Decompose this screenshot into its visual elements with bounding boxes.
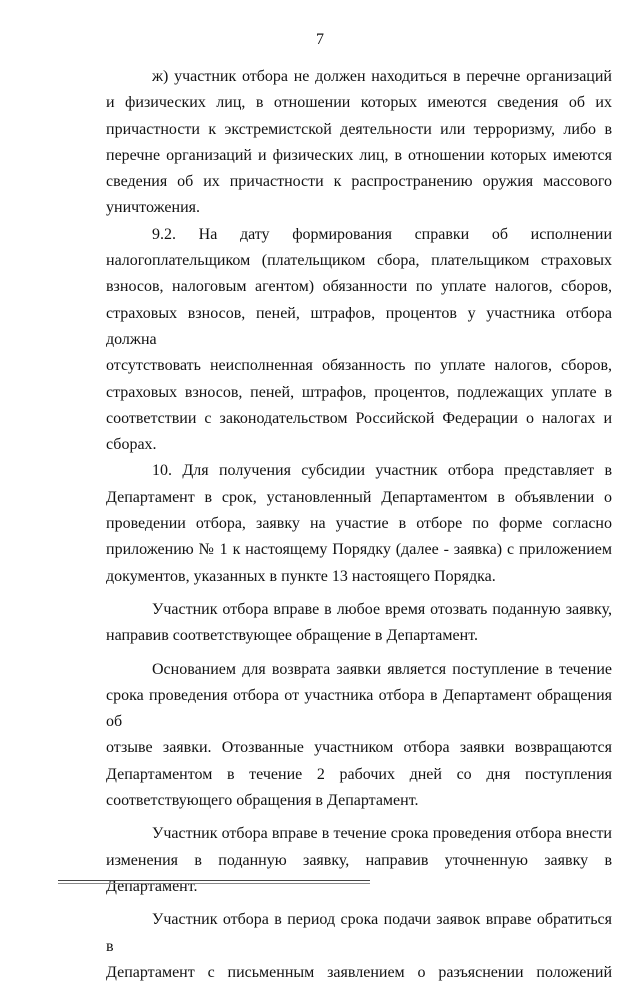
text-line: Департаментом в течение 2 рабочих дней со дня поступления [106, 765, 612, 783]
text-line: страховых взносов, пеней, штрафов, процентов у участника отбора должна [106, 304, 612, 348]
paragraph-clarification [106, 907, 612, 986]
paragraph-9-2 [106, 222, 612, 459]
text-line: взносов, налоговым агентом) обязанности по уплате налогов, сборов, [106, 278, 612, 296]
text-line: направив соответствующее обращение в Департамент. [106, 627, 478, 645]
text-line: срока проведения отбора от участника отбора в Департамент обращения об [106, 686, 612, 731]
text-line: 10. Для получения субсидии участник отбора представляет в [152, 462, 612, 480]
paragraph-withdraw [106, 597, 612, 650]
text-line: Участник отбора вправе в любое время отозвать поданную заявку, [152, 600, 612, 618]
paragraph-amend [106, 821, 612, 900]
text-line: налогоплательщиком (плательщиком сбора, плательщиком страховых [106, 252, 612, 270]
text-line: страховых взносов, пеней, штрафов, процентов, подлежащих уплате в [106, 383, 612, 401]
text-line: проведении отбора, заявку на участие в отборе по форме согласно [106, 515, 612, 533]
text-line: соответствующего обращения в Департамент. [106, 792, 419, 810]
text-line: приложению № 1 к настоящему Порядку (далее - заявка) с приложением [106, 541, 612, 559]
text-line: отсутствовать неисполненная обязанность по уплате налогов, сборов, [106, 357, 612, 375]
footer-rule [58, 880, 370, 881]
text-line: сведения об их причастности к распространению оружия массового [106, 173, 612, 191]
text-line: Участник отбора в период срока подачи заявок вправе обратиться в [106, 911, 612, 955]
text-line: сборах. [106, 436, 157, 454]
paragraph-zh [106, 64, 612, 222]
paragraph-return-basis [106, 657, 612, 815]
text-line: причастности к экстремистской деятельности или терроризму, либо в [106, 120, 612, 138]
text-line: Основанием для возврата заявки является поступление в течение [152, 660, 612, 678]
text-line: перечне организаций и физических лиц, в отношении которых имеются [106, 146, 612, 164]
text-line: отзыве заявки. Отозванные участником отбора заявки возвращаются [106, 739, 612, 757]
text-line: уничтожения. [106, 199, 200, 217]
text-line: соответствии с законодательством Российской Федерации о налогах и [106, 409, 612, 427]
page-number: 7 [316, 31, 324, 48]
footer-rule-secondary [58, 883, 370, 884]
text-line: и физических лиц, в отношении которых имеются сведения об их [106, 94, 612, 112]
text-line: Департамент с письменным заявлением о разъяснении положений [106, 963, 612, 981]
document-body [106, 64, 612, 986]
paragraph-10 [106, 458, 612, 589]
text-line: Участник отбора вправе в течение срока проведения отбора внести [152, 825, 612, 843]
text-line: изменения в поданную заявку, направив уточненную заявку в Департамент. [106, 851, 612, 895]
text-line: ж) участник отбора не должен находиться в перечне организаций [152, 68, 612, 85]
text-line: Департамент в срок, установленный Департаментом в объявлении о [106, 488, 612, 506]
text-line: 9.2. На дату формирования справки об исполнении [152, 225, 612, 243]
text-line: документов, указанных в пункте 13 настоящего Порядка. [106, 567, 496, 585]
